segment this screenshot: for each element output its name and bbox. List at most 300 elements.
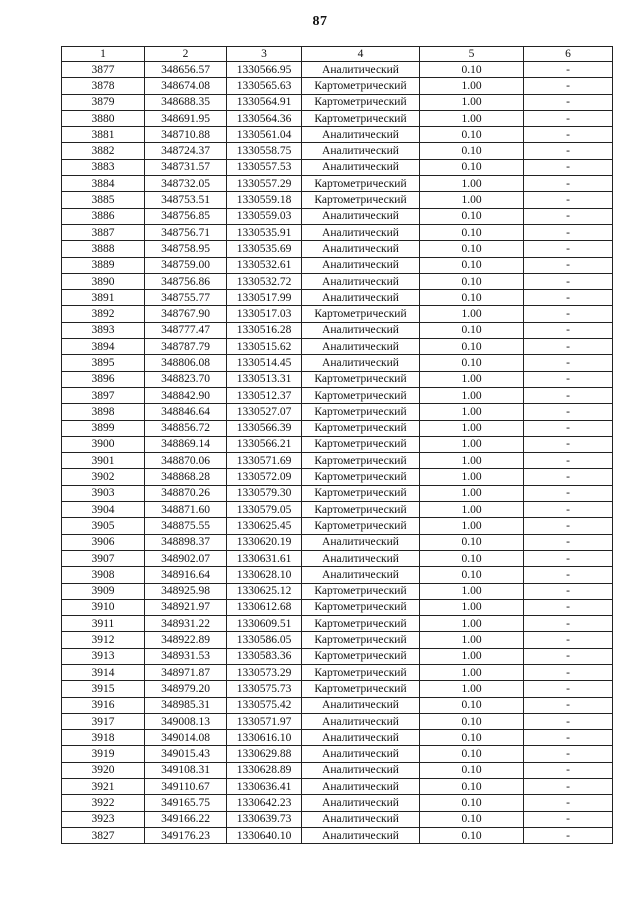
point-number-cell: 3888: [62, 241, 145, 257]
note-cell: -: [524, 241, 613, 257]
accuracy-cell: 0.10: [420, 62, 524, 78]
table-row: [62, 485, 613, 501]
y-coordinate-cell: 1330640.10: [227, 827, 302, 843]
accuracy-cell: 0.10: [420, 127, 524, 143]
table-row: [62, 697, 613, 713]
point-number-cell: 3898: [62, 404, 145, 420]
note-cell: -: [524, 273, 613, 289]
method-cell: Аналитический: [302, 355, 420, 371]
x-coordinate-cell: 348931.53: [145, 648, 227, 664]
table-row: [62, 257, 613, 273]
x-coordinate-cell: 348979.20: [145, 681, 227, 697]
x-coordinate-cell: 348710.88: [145, 127, 227, 143]
y-coordinate-cell: 1330517.99: [227, 290, 302, 306]
note-cell: -: [524, 322, 613, 338]
point-number-cell: 3900: [62, 436, 145, 452]
point-number-cell: 3879: [62, 94, 145, 110]
point-number-cell: 3906: [62, 534, 145, 550]
y-coordinate-cell: 1330565.63: [227, 78, 302, 94]
accuracy-cell: 1.00: [420, 453, 524, 469]
point-number-cell: 3917: [62, 713, 145, 729]
point-number-cell: 3914: [62, 664, 145, 680]
point-number-cell: 3901: [62, 453, 145, 469]
accuracy-cell: 1.00: [420, 616, 524, 632]
point-number-cell: 3903: [62, 485, 145, 501]
point-number-cell: 3911: [62, 616, 145, 632]
x-coordinate-cell: 349014.08: [145, 730, 227, 746]
method-cell: Картометрический: [302, 306, 420, 322]
x-coordinate-cell: 349176.23: [145, 827, 227, 843]
table-row: [62, 648, 613, 664]
point-number-cell: 3884: [62, 176, 145, 192]
table-row: [62, 616, 613, 632]
method-cell: Аналитический: [302, 208, 420, 224]
point-number-cell: 3923: [62, 811, 145, 827]
note-cell: -: [524, 664, 613, 680]
accuracy-cell: 0.10: [420, 811, 524, 827]
x-coordinate-cell: 349008.13: [145, 713, 227, 729]
y-coordinate-cell: 1330609.51: [227, 616, 302, 632]
note-cell: -: [524, 453, 613, 469]
y-coordinate-cell: 1330557.29: [227, 176, 302, 192]
table-row: [62, 713, 613, 729]
table-row: [62, 681, 613, 697]
table-row: [62, 664, 613, 680]
note-cell: -: [524, 224, 613, 240]
accuracy-cell: 1.00: [420, 664, 524, 680]
point-number-cell: 3882: [62, 143, 145, 159]
x-coordinate-cell: 348688.35: [145, 94, 227, 110]
table-row: [62, 371, 613, 387]
x-coordinate-cell: 348921.97: [145, 599, 227, 615]
note-cell: -: [524, 534, 613, 550]
point-number-cell: 3913: [62, 648, 145, 664]
y-coordinate-cell: 1330616.10: [227, 730, 302, 746]
column-header-6: 6: [524, 47, 613, 62]
note-cell: -: [524, 110, 613, 126]
x-coordinate-cell: 348842.90: [145, 387, 227, 403]
note-cell: -: [524, 127, 613, 143]
note-cell: -: [524, 616, 613, 632]
column-header-2: 2: [145, 47, 227, 62]
table-row: [62, 387, 613, 403]
x-coordinate-cell: 348868.28: [145, 469, 227, 485]
y-coordinate-cell: 1330583.36: [227, 648, 302, 664]
accuracy-cell: 0.10: [420, 355, 524, 371]
x-coordinate-cell: 348985.31: [145, 697, 227, 713]
y-coordinate-cell: 1330532.61: [227, 257, 302, 273]
y-coordinate-cell: 1330575.73: [227, 681, 302, 697]
point-number-cell: 3891: [62, 290, 145, 306]
note-cell: -: [524, 599, 613, 615]
x-coordinate-cell: 348871.60: [145, 502, 227, 518]
x-coordinate-cell: 348756.86: [145, 273, 227, 289]
accuracy-cell: 0.10: [420, 241, 524, 257]
point-number-cell: 3904: [62, 502, 145, 518]
method-cell: Картометрический: [302, 436, 420, 452]
method-cell: Картометрический: [302, 518, 420, 534]
table-row: [62, 192, 613, 208]
method-cell: Картометрический: [302, 94, 420, 110]
note-cell: -: [524, 550, 613, 566]
note-cell: -: [524, 648, 613, 664]
table-row: [62, 110, 613, 126]
note-cell: -: [524, 730, 613, 746]
point-number-cell: 3907: [62, 550, 145, 566]
table-row: [62, 518, 613, 534]
accuracy-cell: 0.10: [420, 290, 524, 306]
accuracy-cell: 0.10: [420, 713, 524, 729]
method-cell: Картометрический: [302, 632, 420, 648]
x-coordinate-cell: 348902.07: [145, 550, 227, 566]
table-row: [62, 811, 613, 827]
column-header-3: 3: [227, 47, 302, 62]
y-coordinate-cell: 1330579.05: [227, 502, 302, 518]
accuracy-cell: 1.00: [420, 648, 524, 664]
point-number-cell: 3912: [62, 632, 145, 648]
accuracy-cell: 0.10: [420, 762, 524, 778]
x-coordinate-cell: 348755.77: [145, 290, 227, 306]
table-row: [62, 208, 613, 224]
table-row: [62, 827, 613, 843]
y-coordinate-cell: 1330516.28: [227, 322, 302, 338]
coordinates-table: [61, 46, 613, 844]
y-coordinate-cell: 1330579.30: [227, 485, 302, 501]
note-cell: -: [524, 485, 613, 501]
method-cell: Картометрический: [302, 664, 420, 680]
x-coordinate-cell: 349015.43: [145, 746, 227, 762]
y-coordinate-cell: 1330561.04: [227, 127, 302, 143]
method-cell: Аналитический: [302, 159, 420, 175]
x-coordinate-cell: 348777.47: [145, 322, 227, 338]
point-number-cell: 3894: [62, 339, 145, 355]
point-number-cell: 3893: [62, 322, 145, 338]
method-cell: Аналитический: [302, 339, 420, 355]
y-coordinate-cell: 1330564.36: [227, 110, 302, 126]
y-coordinate-cell: 1330535.91: [227, 224, 302, 240]
method-cell: Картометрический: [302, 616, 420, 632]
accuracy-cell: 1.00: [420, 420, 524, 436]
y-coordinate-cell: 1330512.37: [227, 387, 302, 403]
y-coordinate-cell: 1330620.19: [227, 534, 302, 550]
point-number-cell: 3896: [62, 371, 145, 387]
note-cell: -: [524, 94, 613, 110]
method-cell: Аналитический: [302, 534, 420, 550]
method-cell: Аналитический: [302, 730, 420, 746]
point-number-cell: 3909: [62, 583, 145, 599]
y-coordinate-cell: 1330559.03: [227, 208, 302, 224]
point-number-cell: 3889: [62, 257, 145, 273]
accuracy-cell: 0.10: [420, 550, 524, 566]
x-coordinate-cell: 348731.57: [145, 159, 227, 175]
y-coordinate-cell: 1330566.21: [227, 436, 302, 452]
point-number-cell: 3908: [62, 567, 145, 583]
method-cell: Аналитический: [302, 273, 420, 289]
x-coordinate-cell: 348656.57: [145, 62, 227, 78]
note-cell: -: [524, 404, 613, 420]
accuracy-cell: 1.00: [420, 518, 524, 534]
note-cell: -: [524, 371, 613, 387]
note-cell: -: [524, 518, 613, 534]
note-cell: -: [524, 290, 613, 306]
method-cell: Аналитический: [302, 795, 420, 811]
point-number-cell: 3919: [62, 746, 145, 762]
table-row: [62, 176, 613, 192]
accuracy-cell: 0.10: [420, 697, 524, 713]
method-cell: Картометрический: [302, 583, 420, 599]
note-cell: -: [524, 192, 613, 208]
accuracy-cell: 0.10: [420, 567, 524, 583]
method-cell: Картометрический: [302, 176, 420, 192]
note-cell: -: [524, 632, 613, 648]
y-coordinate-cell: 1330573.29: [227, 664, 302, 680]
y-coordinate-cell: 1330625.45: [227, 518, 302, 534]
table-row: [62, 502, 613, 518]
point-number-cell: 3827: [62, 827, 145, 843]
accuracy-cell: 0.10: [420, 159, 524, 175]
method-cell: Картометрический: [302, 648, 420, 664]
accuracy-cell: 0.10: [420, 779, 524, 795]
method-cell: Аналитический: [302, 224, 420, 240]
accuracy-cell: 1.00: [420, 583, 524, 599]
y-coordinate-cell: 1330566.39: [227, 420, 302, 436]
method-cell: Аналитический: [302, 779, 420, 795]
accuracy-cell: 0.10: [420, 534, 524, 550]
accuracy-cell: 1.00: [420, 371, 524, 387]
y-coordinate-cell: 1330527.07: [227, 404, 302, 420]
accuracy-cell: 0.10: [420, 730, 524, 746]
y-coordinate-cell: 1330535.69: [227, 241, 302, 257]
table-row: [62, 78, 613, 94]
point-number-cell: 3883: [62, 159, 145, 175]
y-coordinate-cell: 1330557.53: [227, 159, 302, 175]
y-coordinate-cell: 1330575.42: [227, 697, 302, 713]
table-row: [62, 779, 613, 795]
note-cell: -: [524, 436, 613, 452]
note-cell: -: [524, 681, 613, 697]
method-cell: Аналитический: [302, 62, 420, 78]
header-row: [62, 47, 613, 62]
method-cell: Картометрический: [302, 485, 420, 501]
x-coordinate-cell: 348759.00: [145, 257, 227, 273]
table-row: [62, 290, 613, 306]
note-cell: -: [524, 746, 613, 762]
column-header-1: 1: [62, 47, 145, 62]
accuracy-cell: 1.00: [420, 485, 524, 501]
accuracy-cell: 0.10: [420, 746, 524, 762]
x-coordinate-cell: 348870.26: [145, 485, 227, 501]
column-header-5: 5: [420, 47, 524, 62]
accuracy-cell: 1.00: [420, 192, 524, 208]
note-cell: -: [524, 339, 613, 355]
table-row: [62, 143, 613, 159]
note-cell: -: [524, 795, 613, 811]
method-cell: Картометрический: [302, 453, 420, 469]
y-coordinate-cell: 1330586.05: [227, 632, 302, 648]
point-number-cell: 3890: [62, 273, 145, 289]
method-cell: Картометрический: [302, 469, 420, 485]
x-coordinate-cell: 348925.98: [145, 583, 227, 599]
x-coordinate-cell: 348823.70: [145, 371, 227, 387]
x-coordinate-cell: 348922.89: [145, 632, 227, 648]
x-coordinate-cell: 349110.67: [145, 779, 227, 795]
page-number: 87: [312, 14, 328, 29]
point-number-cell: 3910: [62, 599, 145, 615]
note-cell: -: [524, 306, 613, 322]
x-coordinate-cell: 348756.71: [145, 224, 227, 240]
note-cell: -: [524, 387, 613, 403]
table-row: [62, 762, 613, 778]
y-coordinate-cell: 1330636.41: [227, 779, 302, 795]
x-coordinate-cell: 348806.08: [145, 355, 227, 371]
accuracy-cell: 0.10: [420, 208, 524, 224]
accuracy-cell: 0.10: [420, 273, 524, 289]
accuracy-cell: 1.00: [420, 502, 524, 518]
y-coordinate-cell: 1330629.88: [227, 746, 302, 762]
y-coordinate-cell: 1330572.09: [227, 469, 302, 485]
note-cell: -: [524, 713, 613, 729]
accuracy-cell: 1.00: [420, 176, 524, 192]
method-cell: Картометрический: [302, 681, 420, 697]
method-cell: Картометрический: [302, 387, 420, 403]
method-cell: Картометрический: [302, 420, 420, 436]
y-coordinate-cell: 1330625.12: [227, 583, 302, 599]
point-number-cell: 3902: [62, 469, 145, 485]
y-coordinate-cell: 1330631.61: [227, 550, 302, 566]
x-coordinate-cell: 348753.51: [145, 192, 227, 208]
x-coordinate-cell: 348767.90: [145, 306, 227, 322]
x-coordinate-cell: 348756.85: [145, 208, 227, 224]
y-coordinate-cell: 1330513.31: [227, 371, 302, 387]
x-coordinate-cell: 348674.08: [145, 78, 227, 94]
method-cell: Аналитический: [302, 550, 420, 566]
x-coordinate-cell: 349166.22: [145, 811, 227, 827]
note-cell: -: [524, 143, 613, 159]
point-number-cell: 3921: [62, 779, 145, 795]
method-cell: Аналитический: [302, 827, 420, 843]
method-cell: Аналитический: [302, 290, 420, 306]
x-coordinate-cell: 348846.64: [145, 404, 227, 420]
point-number-cell: 3877: [62, 62, 145, 78]
method-cell: Аналитический: [302, 697, 420, 713]
table-row: [62, 62, 613, 78]
note-cell: -: [524, 159, 613, 175]
accuracy-cell: 1.00: [420, 681, 524, 697]
note-cell: -: [524, 355, 613, 371]
table-row: [62, 404, 613, 420]
point-number-cell: 3899: [62, 420, 145, 436]
accuracy-cell: 1.00: [420, 632, 524, 648]
x-coordinate-cell: 348916.64: [145, 567, 227, 583]
y-coordinate-cell: 1330517.03: [227, 306, 302, 322]
point-number-cell: 3915: [62, 681, 145, 697]
point-number-cell: 3881: [62, 127, 145, 143]
point-number-cell: 3887: [62, 224, 145, 240]
table-row: [62, 94, 613, 110]
accuracy-cell: 1.00: [420, 436, 524, 452]
note-cell: -: [524, 583, 613, 599]
note-cell: -: [524, 502, 613, 518]
y-coordinate-cell: 1330628.89: [227, 762, 302, 778]
y-coordinate-cell: 1330566.95: [227, 62, 302, 78]
x-coordinate-cell: 348869.14: [145, 436, 227, 452]
method-cell: Картометрический: [302, 78, 420, 94]
y-coordinate-cell: 1330571.97: [227, 713, 302, 729]
accuracy-cell: 0.10: [420, 257, 524, 273]
y-coordinate-cell: 1330514.45: [227, 355, 302, 371]
accuracy-cell: 0.10: [420, 224, 524, 240]
point-number-cell: 3886: [62, 208, 145, 224]
point-number-cell: 3885: [62, 192, 145, 208]
x-coordinate-cell: 348971.87: [145, 664, 227, 680]
accuracy-cell: 1.00: [420, 110, 524, 126]
accuracy-cell: 1.00: [420, 78, 524, 94]
x-coordinate-cell: 348758.95: [145, 241, 227, 257]
x-coordinate-cell: 348787.79: [145, 339, 227, 355]
y-coordinate-cell: 1330642.23: [227, 795, 302, 811]
x-coordinate-cell: 349108.31: [145, 762, 227, 778]
method-cell: Картометрический: [302, 404, 420, 420]
y-coordinate-cell: 1330564.91: [227, 94, 302, 110]
note-cell: -: [524, 762, 613, 778]
table-row: [62, 339, 613, 355]
table-row: [62, 241, 613, 257]
table-row: [62, 127, 613, 143]
table-row: [62, 306, 613, 322]
column-header-4: 4: [302, 47, 420, 62]
table-row: [62, 420, 613, 436]
table-row: [62, 453, 613, 469]
table-body: [62, 62, 613, 844]
accuracy-cell: 0.10: [420, 339, 524, 355]
table-row: [62, 355, 613, 371]
note-cell: -: [524, 827, 613, 843]
x-coordinate-cell: 348898.37: [145, 534, 227, 550]
point-number-cell: 3880: [62, 110, 145, 126]
note-cell: -: [524, 567, 613, 583]
x-coordinate-cell: 348875.55: [145, 518, 227, 534]
table-row: [62, 469, 613, 485]
accuracy-cell: 1.00: [420, 404, 524, 420]
table-row: [62, 273, 613, 289]
x-coordinate-cell: 348870.06: [145, 453, 227, 469]
method-cell: Аналитический: [302, 322, 420, 338]
accuracy-cell: 1.00: [420, 94, 524, 110]
y-coordinate-cell: 1330628.10: [227, 567, 302, 583]
accuracy-cell: 0.10: [420, 827, 524, 843]
table-row: [62, 730, 613, 746]
point-number-cell: 3918: [62, 730, 145, 746]
point-number-cell: 3916: [62, 697, 145, 713]
table-row: [62, 599, 613, 615]
x-coordinate-cell: 348856.72: [145, 420, 227, 436]
note-cell: -: [524, 257, 613, 273]
method-cell: Аналитический: [302, 257, 420, 273]
y-coordinate-cell: 1330639.73: [227, 811, 302, 827]
accuracy-cell: 0.10: [420, 795, 524, 811]
note-cell: -: [524, 208, 613, 224]
y-coordinate-cell: 1330532.72: [227, 273, 302, 289]
table-row: [62, 567, 613, 583]
method-cell: Аналитический: [302, 567, 420, 583]
point-number-cell: 3897: [62, 387, 145, 403]
point-number-cell: 3892: [62, 306, 145, 322]
point-number-cell: 3878: [62, 78, 145, 94]
y-coordinate-cell: 1330571.69: [227, 453, 302, 469]
method-cell: Аналитический: [302, 127, 420, 143]
method-cell: Аналитический: [302, 713, 420, 729]
x-coordinate-cell: 348691.95: [145, 110, 227, 126]
